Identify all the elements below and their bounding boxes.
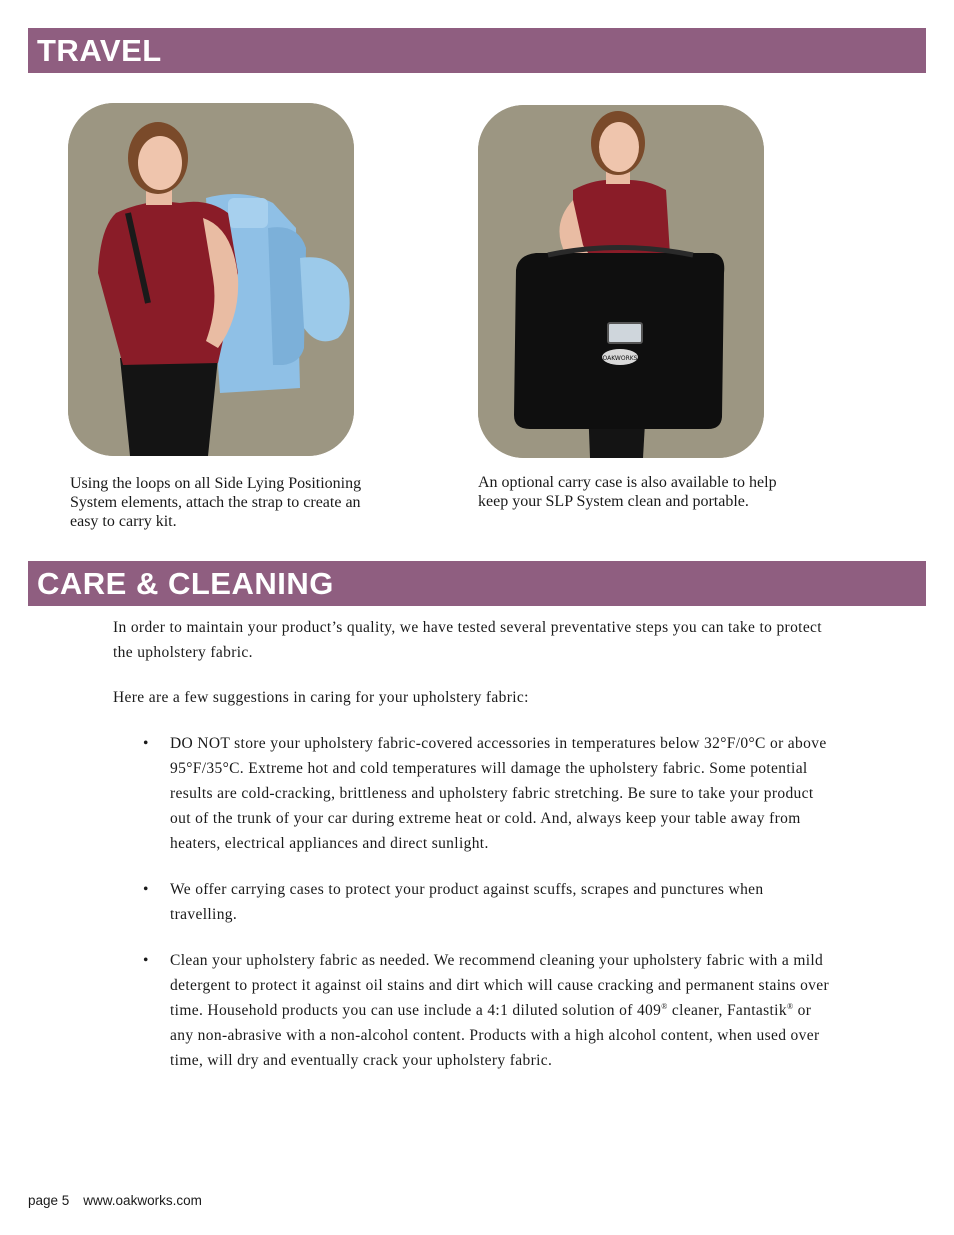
cleaning-tip-part-2: cleaner, Fantastik <box>667 1002 787 1019</box>
cleaning-tip-part-1: Clean your upholstery fabric as needed. We recommend cleaning your upholstery fabric with a mild detergent to protect it against oil stains and dirt which will cause cracking and permanent stains over time. Household products you can use include a 4:1 diluted solution of 409 <box>170 952 830 1019</box>
list-item <box>140 731 830 856</box>
carry-case-caption: An optional carry case is also available to help keep your SLP System clean and portable. <box>478 474 777 510</box>
website-link[interactable]: www.oakworks.com <box>83 1193 202 1208</box>
carrying-case-tip: We offer carrying cases to protect your product against scuffs, scrapes and punctures when travelling. <box>170 881 764 923</box>
bullet-marker: • <box>143 952 149 969</box>
registered-mark: ® <box>786 1001 794 1011</box>
page-number: page 5 <box>28 1193 70 1208</box>
travel-section-header: TRAVEL <box>28 28 926 73</box>
person-carrying-cushions-illustration <box>68 103 354 456</box>
bullet-marker: • <box>143 735 149 752</box>
care-intro-paragraph: In order to maintain your product’s quality, we have tested several preventative steps you can take to protect the upholstery fabric. <box>113 619 822 661</box>
case-logo-text: OAKWORKS <box>602 355 638 362</box>
page-footer <box>28 1193 202 1208</box>
care-suggestions-list <box>140 731 830 1094</box>
suggestions-lead-paragraph: Here are a few suggestions in caring for your upholstery fabric: <box>113 689 529 706</box>
carry-case-photo <box>478 105 764 458</box>
cleaning-tip-part-3: or any non-abrasive with a non-alcohol content. Products with a high alcohol content, when used over time, will dry and eventually crack your upholstery fabric. <box>170 1002 820 1069</box>
care-cleaning-section-header: CARE & CLEANING <box>28 561 926 606</box>
backpack-kit-photo <box>68 103 354 456</box>
list-item <box>140 948 830 1073</box>
registered-mark: ® <box>661 1001 668 1011</box>
person-carrying-case-illustration <box>478 105 764 458</box>
bullet-marker: • <box>143 881 149 898</box>
storage-temperature-tip: DO NOT store your upholstery fabric-covered accessories in temperatures below 32°F/0°C or above 95°F/35°C. Extreme hot and cold temperatures will damage the upholstery fabric. Some potential results are cold-cracking, brittleness and upholstery fabric stretching. Be sure to take your product out of the trunk of your car during extreme heat or cold. And, always keep your table away from heaters, electrical appliances and direct sunlight. <box>170 735 827 852</box>
backpack-kit-caption: Using the loops on all Side Lying Positioning System elements, attach the strap to create an easy to carry kit. <box>70 475 362 530</box>
list-item <box>140 877 830 927</box>
